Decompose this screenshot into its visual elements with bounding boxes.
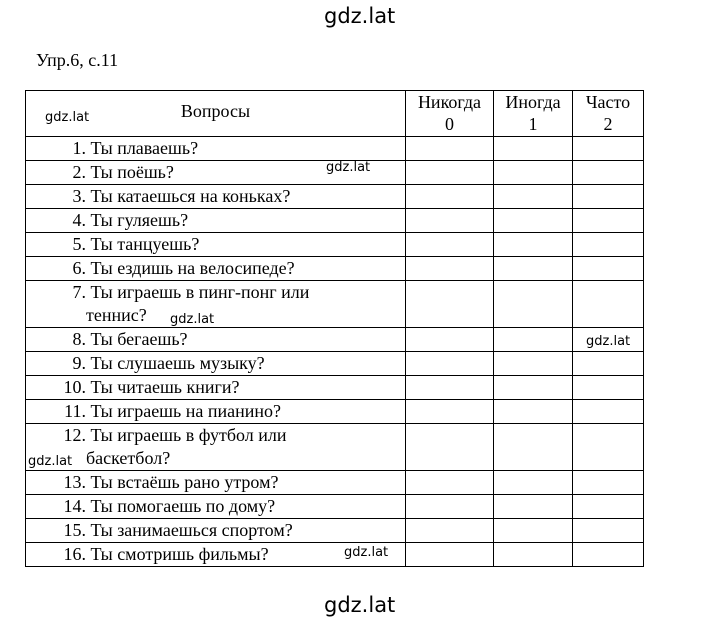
- watermark-bottom: gdz.lat: [324, 593, 396, 617]
- answer-never-cell[interactable]: [406, 352, 494, 376]
- answer-often-cell[interactable]: [573, 495, 644, 519]
- question-text: Ты гуляешь?: [90, 210, 189, 230]
- answer-never-cell[interactable]: [406, 424, 494, 471]
- question-cell: [26, 424, 406, 471]
- question-text: Ты поёшь?: [90, 162, 174, 182]
- answer-often-cell[interactable]: [573, 137, 644, 161]
- question-text: Ты играешь в футбол или: [90, 425, 287, 445]
- question-cell: [26, 185, 406, 209]
- answer-never-cell[interactable]: [406, 376, 494, 400]
- answer-never-cell[interactable]: [406, 257, 494, 281]
- answer-sometimes-cell[interactable]: [494, 233, 573, 257]
- question-cell: [26, 495, 406, 519]
- answer-sometimes-cell[interactable]: [494, 257, 573, 281]
- answer-often-cell[interactable]: [573, 471, 644, 495]
- question-text: Ты встаёшь рано утром?: [90, 472, 279, 492]
- answer-often-cell[interactable]: [573, 352, 644, 376]
- header-often: Часто 2: [573, 91, 644, 137]
- answer-never-cell[interactable]: [406, 209, 494, 233]
- answer-never-cell[interactable]: [406, 137, 494, 161]
- table-row: [26, 376, 644, 400]
- question-cell: [26, 471, 406, 495]
- question-cell: [26, 519, 406, 543]
- question-text: Ты плаваешь?: [90, 138, 199, 158]
- question-number: 14.: [63, 496, 86, 516]
- table-row: [26, 352, 644, 376]
- answer-sometimes-cell[interactable]: [494, 495, 573, 519]
- watermark-small-3: gdz.lat: [170, 312, 215, 327]
- answer-often-cell[interactable]: [573, 424, 644, 471]
- question-cell: [26, 352, 406, 376]
- answer-never-cell[interactable]: [406, 281, 494, 328]
- answer-often-cell[interactable]: [573, 161, 644, 185]
- header-questions: Вопросы: [26, 91, 406, 137]
- answer-sometimes-cell[interactable]: [494, 137, 573, 161]
- answer-never-cell[interactable]: [406, 328, 494, 352]
- answer-never-cell[interactable]: [406, 543, 494, 567]
- question-cell: [26, 328, 406, 352]
- answer-never-cell[interactable]: [406, 233, 494, 257]
- header-never: Никогда 0: [406, 91, 494, 137]
- watermark-small-5: gdz.lat: [28, 454, 73, 469]
- question-number: 4.: [72, 210, 86, 230]
- answer-often-cell[interactable]: [573, 281, 644, 328]
- question-cell: [26, 257, 406, 281]
- question-text: Ты читаешь книги?: [90, 377, 240, 397]
- watermark-small-1: gdz.lat: [45, 110, 90, 125]
- answer-sometimes-cell[interactable]: [494, 471, 573, 495]
- question-number: 6.: [72, 258, 86, 278]
- question-text: Ты слушаешь музыку?: [90, 353, 265, 373]
- question-number: 12.: [63, 425, 86, 445]
- question-number: 7.: [72, 282, 86, 302]
- table-row: [26, 471, 644, 495]
- question-text: Ты занимаешься спортом?: [90, 520, 293, 540]
- answer-often-cell[interactable]: [573, 400, 644, 424]
- question-number: 10.: [63, 377, 86, 397]
- answer-often-cell[interactable]: [573, 185, 644, 209]
- answer-often-cell[interactable]: [573, 257, 644, 281]
- answer-never-cell[interactable]: [406, 400, 494, 424]
- watermark-top: gdz.lat: [324, 4, 396, 28]
- answer-sometimes-cell[interactable]: [494, 209, 573, 233]
- answer-never-cell[interactable]: [406, 519, 494, 543]
- question-number: 5.: [72, 234, 86, 254]
- answer-sometimes-cell[interactable]: [494, 185, 573, 209]
- question-number: 1.: [72, 138, 86, 158]
- answer-sometimes-cell[interactable]: [494, 328, 573, 352]
- exercise-label: Упр.6, с.11: [36, 50, 119, 70]
- answer-often-cell[interactable]: [573, 233, 644, 257]
- question-cell: [26, 233, 406, 257]
- table-row: [26, 400, 644, 424]
- question-number: 9.: [72, 353, 86, 373]
- table-row: [26, 543, 644, 567]
- question-text: Ты ездишь на велосипеде?: [90, 258, 295, 278]
- answer-sometimes-cell[interactable]: [494, 400, 573, 424]
- question-cell: [26, 376, 406, 400]
- watermark-small-2: gdz.lat: [326, 160, 371, 175]
- question-text-continued: баскетбол?: [86, 448, 171, 468]
- answer-sometimes-cell[interactable]: [494, 376, 573, 400]
- table-row: [26, 519, 644, 543]
- table-row: [26, 328, 644, 352]
- question-text: Ты играешь на пианино?: [90, 401, 282, 421]
- question-text: Ты помогаешь по дому?: [90, 496, 276, 516]
- answer-often-cell[interactable]: [573, 543, 644, 567]
- question-cell: [26, 400, 406, 424]
- answer-sometimes-cell[interactable]: [494, 519, 573, 543]
- question-number: 11.: [64, 401, 86, 421]
- question-text: Ты катаешься на коньках?: [90, 186, 291, 206]
- watermark-small-4: gdz.lat: [586, 334, 631, 349]
- table-row: [26, 137, 644, 161]
- table-header-row: [26, 91, 644, 137]
- answer-sometimes-cell[interactable]: [494, 424, 573, 471]
- question-text: Ты бегаешь?: [90, 329, 188, 349]
- table-row: [26, 209, 644, 233]
- table-row: [26, 233, 644, 257]
- question-cell: [26, 281, 406, 328]
- question-cell: [26, 209, 406, 233]
- question-number: 3.: [72, 186, 86, 206]
- question-text: Ты смотришь фильмы?: [90, 544, 269, 564]
- table-row: [26, 281, 644, 328]
- answer-never-cell[interactable]: [406, 185, 494, 209]
- table-row: [26, 495, 644, 519]
- answer-often-cell[interactable]: [573, 376, 644, 400]
- question-number: 8.: [72, 329, 86, 349]
- table-row: [26, 424, 644, 471]
- question-number: 2.: [72, 162, 86, 182]
- answer-never-cell[interactable]: [406, 495, 494, 519]
- answer-sometimes-cell[interactable]: [494, 281, 573, 328]
- table-row: [26, 257, 644, 281]
- answer-sometimes-cell[interactable]: [494, 161, 573, 185]
- answer-sometimes-cell[interactable]: [494, 543, 573, 567]
- question-number: 15.: [63, 520, 86, 540]
- header-sometimes: Иногда 1: [494, 91, 573, 137]
- table-row: [26, 185, 644, 209]
- answer-sometimes-cell[interactable]: [494, 352, 573, 376]
- question-text-continued: теннис?: [86, 305, 147, 325]
- answer-never-cell[interactable]: [406, 161, 494, 185]
- question-cell: [26, 137, 406, 161]
- answer-often-cell[interactable]: [573, 519, 644, 543]
- answer-never-cell[interactable]: [406, 471, 494, 495]
- question-text: Ты танцуешь?: [90, 234, 200, 254]
- question-number: 16.: [63, 544, 86, 564]
- question-text: Ты играешь в пинг-понг или: [90, 282, 310, 302]
- answer-often-cell[interactable]: [573, 209, 644, 233]
- question-number: 13.: [63, 472, 86, 492]
- watermark-small-6: gdz.lat: [344, 545, 389, 560]
